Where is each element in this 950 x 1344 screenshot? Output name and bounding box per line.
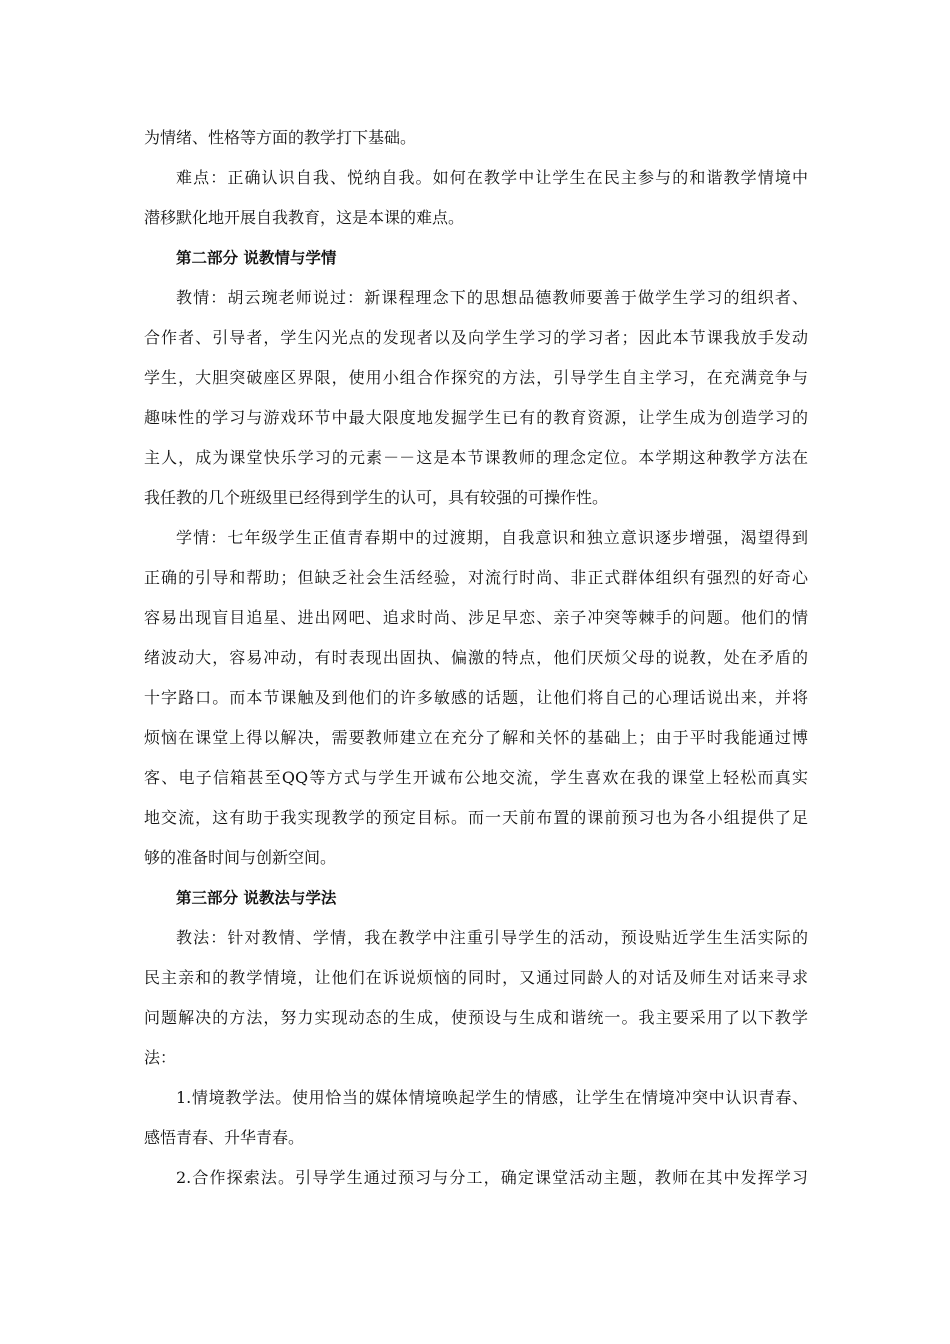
paragraph-line: 地交流，这有助于我实现教学的预定目标。而一天前布置的课前预习也为各小组提供了足 [144, 808, 808, 827]
paragraph-line: 客、电子信箱甚至QQ等方式与学生开诚布公地交流，学生喜欢在我的课堂上轻松而真实 [144, 768, 808, 787]
paragraph-line: 民主亲和的教学情境，让他们在诉说烦恼的同时，又通过同龄人的对话及师生对话来寻求 [144, 968, 808, 987]
paragraph-line: 学情：七年级学生正值青春期中的过渡期，自我意识和独立意识逐步增强，渴望得到 [176, 528, 808, 547]
paragraph-line: 教法：针对教情、学情，我在教学中注重引导学生的活动，预设贴近学生生活实际的 [176, 928, 808, 947]
paragraph-line: 难点：正确认识自我、悦纳自我。如何在教学中让学生在民主参与的和谐教学情境中 [176, 168, 808, 187]
paragraph-line: 绪波动大，容易冲动，有时表现出固执、偏激的特点，他们厌烦父母的说教，处在矛盾的 [144, 648, 808, 667]
paragraph-line: 法： [144, 1048, 177, 1067]
list-item-line: 感悟青春、升华青春。 [144, 1128, 305, 1147]
paragraph-line: 学生，大胆突破座区界限，使用小组合作探究的方法，引导学生自主学习，在充满竞争与 [144, 368, 808, 387]
paragraph-line: 趣味性的学习与游戏环节中最大限度地发掘学生已有的教育资源，让学生成为创造学习的 [144, 408, 808, 427]
section-heading: 第三部分 说教法与学法 [176, 889, 337, 907]
section-heading: 第二部分 说教情与学情 [176, 249, 337, 267]
paragraph-line: 容易出现盲目追星、进出网吧、追求时尚、涉足早恋、亲子冲突等棘手的问题。他们的情 [144, 608, 808, 627]
paragraph-line: 正确的引导和帮助；但缺乏社会生活经验，对流行时尚、非正式群体组织有强烈的好奇心 [144, 568, 808, 587]
paragraph-line: 烦恼在课堂上得以解决，需要教师建立在充分了解和关怀的基础上；由于平时我能通过博 [144, 728, 808, 747]
paragraph-line: 我任教的几个班级里已经得到学生的认可，具有较强的可操作性。 [144, 488, 609, 507]
document-body [144, 118, 808, 1198]
paragraph-line: 十字路口。而本节课触及到他们的许多敏感的话题，让他们将自己的心理话说出来，并将 [144, 688, 808, 707]
paragraph-line: 主人，成为课堂快乐学习的元素－－这是本节课教师的理念定位。本学期这种教学方法在 [144, 448, 808, 467]
list-item-line: 1.情境教学法。使用恰当的媒体情境唤起学生的情感，让学生在情境冲突中认识青春、 [176, 1088, 808, 1107]
paragraph-line: 为情绪、性格等方面的教学打下基础。 [144, 128, 417, 147]
paragraph-line: 够的准备时间与创新空间。 [144, 848, 337, 867]
paragraph-line: 教情：胡云琬老师说过：新课程理念下的思想品德教师要善于做学生学习的组织者、 [176, 288, 808, 307]
paragraph-line: 问题解决的方法，努力实现动态的生成，使预设与生成和谐统一。我主要采用了以下教学 [144, 1008, 808, 1027]
list-item-line: 2.合作探索法。引导学生通过预习与分工，确定课堂活动主题，教师在其中发挥学习 [176, 1168, 808, 1187]
paragraph-line: 合作者、引导者，学生闪光点的发现者以及向学生学习的学习者；因此本节课我放手发动 [144, 328, 808, 347]
paragraph-line: 潜移默化地开展自我教育，这是本课的难点。 [144, 208, 465, 227]
